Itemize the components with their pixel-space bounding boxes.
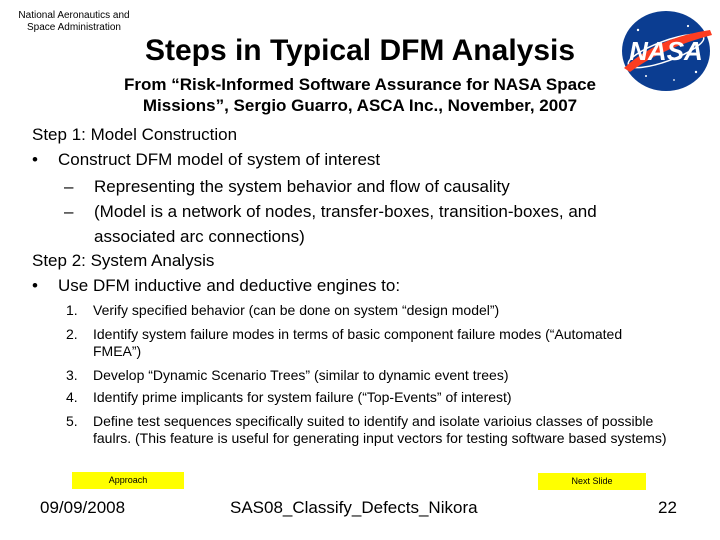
list-item: [66, 389, 696, 409]
list-item: [66, 367, 696, 387]
org-name-line1: National Aeronautics and: [18, 10, 130, 21]
step1-bullet-text: Construct DFM model of system of interest: [58, 150, 381, 169]
bullet-marker: •: [32, 276, 38, 295]
list-item-text: Identify prime implicants for system failure (“Top-Events” of interest): [93, 389, 512, 405]
step1-sub1-text: Representing the system behavior and flow of causality: [94, 177, 510, 196]
list-item: [66, 302, 696, 322]
list-item-text: Identify system failure modes in terms of basic component failure modes (“Automated FMEA”): [93, 326, 623, 359]
slide-subtitle: [90, 74, 630, 116]
step1-sub1: [64, 174, 684, 199]
list-item-text: Define test sequences specifically suited to identify and isolate varioius classes of possible faulrs. (This feature is useful for generating input vectors for testing software based systems): [93, 413, 667, 446]
list-item: [66, 326, 696, 362]
dash-marker: –: [64, 202, 74, 221]
logo-text: NASA: [629, 36, 703, 66]
page-number: 22: [658, 498, 677, 517]
slide-title: Steps in Typical DFM Analysis: [144, 34, 576, 67]
step2-heading: Step 2: System Analysis: [32, 251, 215, 270]
list-item-number: 5.: [66, 413, 78, 429]
list-item: [66, 413, 696, 467]
dash-marker: –: [64, 177, 74, 196]
org-name: [4, 10, 144, 34]
nasa-logo: [616, 8, 716, 94]
list-item-text: Verify specified behavior (can be done on system “design model”): [93, 302, 500, 318]
step1-sub2: [64, 199, 684, 249]
bullet-marker: •: [32, 150, 38, 169]
next-slide-button[interactable]: Next Slide: [538, 473, 646, 490]
subtitle-line2: Missions”, Sergio Guarro, ASCA Inc., November, 2007: [142, 96, 578, 115]
list-item-number: 3.: [66, 367, 78, 383]
list-item-number: 1.: [66, 302, 78, 318]
step2-bullet-text: Use DFM inductive and deductive engines to:: [58, 276, 401, 295]
step1-heading: Step 1: Model Construction: [32, 125, 238, 144]
list-item-number: 4.: [66, 389, 78, 405]
step1-bullet: [32, 147, 652, 172]
list-item-text: Develop “Dynamic Scenario Trees” (similar to dynamic event trees): [93, 367, 509, 383]
approach-button[interactable]: Approach: [72, 472, 184, 489]
subtitle-line1: From “Risk-Informed Software Assurance for NASA Space: [123, 75, 596, 94]
footer-source: SAS08_Classify_Defects_Nikora: [230, 498, 478, 517]
org-name-line2: Space Administration: [27, 22, 121, 33]
footer-date: 09/09/2008: [40, 498, 126, 517]
step2-bullet: [32, 273, 652, 298]
step1-sub2-text: (Model is a network of nodes, transfer-boxes, transition-boxes, and associated arc connections): [94, 202, 597, 246]
list-item-number: 2.: [66, 326, 78, 342]
